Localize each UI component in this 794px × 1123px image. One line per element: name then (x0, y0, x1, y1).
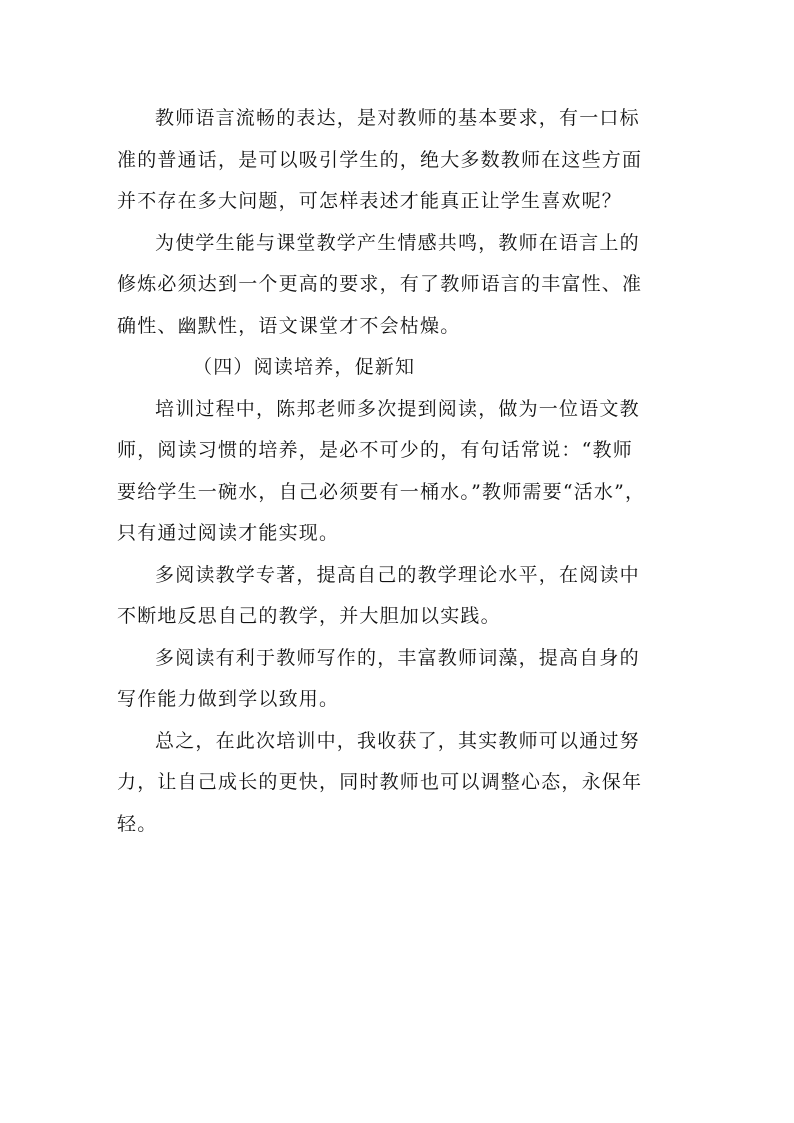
paragraph-line: 师，阅读习惯的培养，是必不可少的，有句话常说：“教师 (117, 439, 633, 461)
paragraph-line: 写作能力做到学以致用。 (117, 688, 340, 710)
paragraph-line: 轻。 (117, 812, 158, 835)
paragraph-line: 总之，在此次培训中，我收获了，其实教师可以通过努 (155, 729, 640, 752)
paragraph-line: 只有通过阅读才能实现。 (117, 522, 340, 544)
paragraph-line: 力，让自己成长的更快，同时教师也可以调整心态，永保年 (117, 771, 643, 793)
paragraph-reading-writing (117, 638, 687, 721)
paragraph-line: 多阅读有利于教师写作的，丰富教师词藻，提高自身的 (155, 646, 640, 669)
paragraph-line: 教师语言流畅的表达，是对教师的基本要求，有一口标 (155, 107, 640, 129)
paragraph-line: 不断地反思自己的教学，并大胆加以实践。 (117, 605, 501, 627)
section-heading-text: （四）阅读培养，促新知 (193, 356, 416, 378)
paragraph-line: 多阅读教学专著，提高自己的教学理论水平，在阅读中 (155, 563, 640, 586)
paragraph-line: 培训过程中，陈邦老师多次提到阅读，做为一位语文教 (155, 397, 640, 420)
paragraph-reading-habit (117, 389, 687, 555)
section-heading (117, 347, 687, 389)
document-body (117, 98, 687, 845)
paragraph-teacher-language (117, 98, 687, 223)
paragraph-emotional-resonance (117, 223, 687, 348)
paragraph-line: 要给学生一碗水，自己必须要有一桶水。”教师需要“活水”， (117, 480, 646, 503)
paragraph-line: 准的普通话，是可以吸引学生的，绝大多数教师在这些方面 (117, 148, 643, 171)
paragraph-conclusion (117, 721, 687, 846)
paragraph-line: 修炼必须达到一个更高的要求，有了教师语言的丰富性、准 (117, 273, 643, 295)
paragraph-line: 并不存在多大问题，可怎样表述才能真正让学生喜欢呢？ (117, 190, 623, 212)
paragraph-line: 为使学生能与课堂教学产生情感共鸣，教师在语言上的 (155, 231, 640, 254)
paragraph-reading-monographs (117, 555, 687, 638)
paragraph-line: 确性、幽默性，语文课堂才不会枯燥。 (117, 314, 461, 337)
